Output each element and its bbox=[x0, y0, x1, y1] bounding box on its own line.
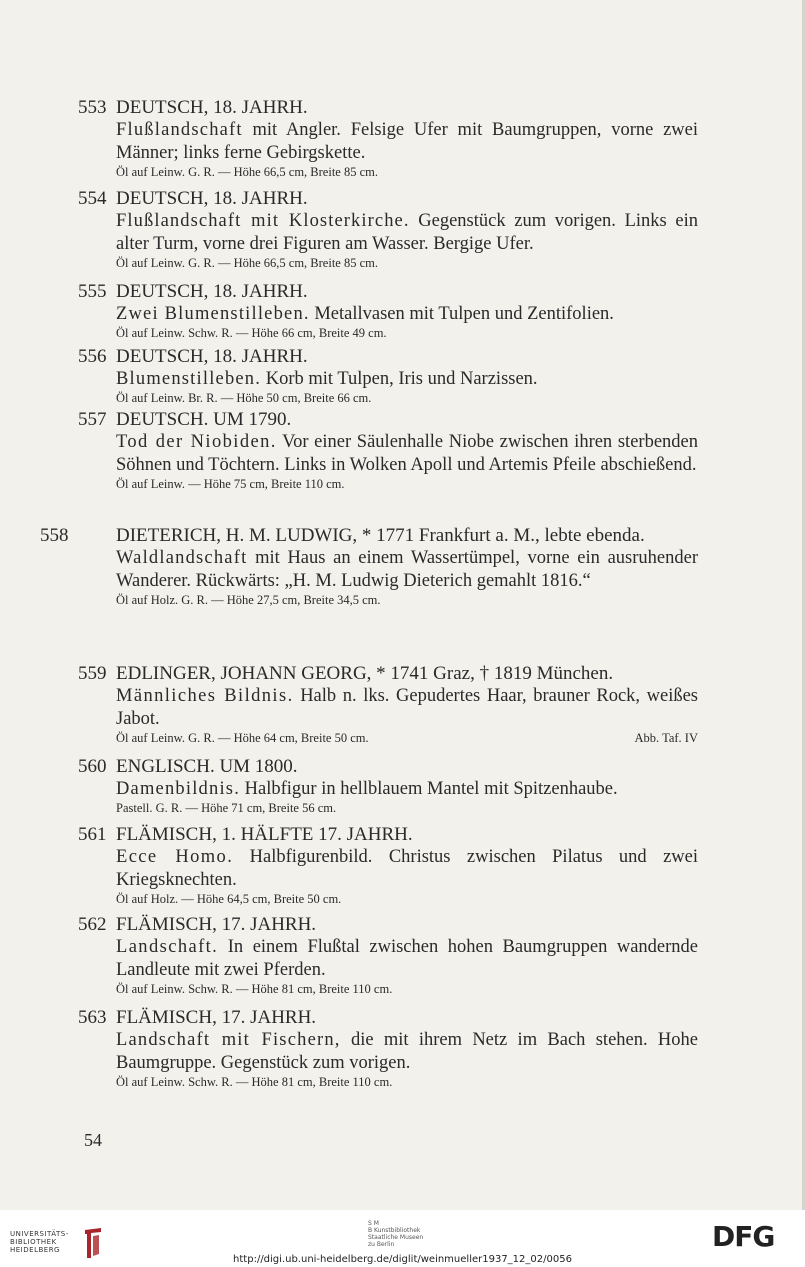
entry-meta bbox=[78, 801, 698, 816]
entry-artist: ENGLISCH. UM 1800. bbox=[116, 756, 298, 777]
page-number: 54 bbox=[84, 1130, 102, 1150]
entry-meta bbox=[78, 593, 698, 608]
entry-meta bbox=[78, 256, 698, 271]
entry-artist: DEUTSCH, 18. JAHRH. bbox=[116, 346, 308, 367]
entry-title: Landschaft. bbox=[116, 937, 219, 957]
entry-text: Halbfigurenbild. Christus zwischen Pilatus und zwei Kriegsknechten. bbox=[116, 847, 698, 890]
entry-title: Landschaft mit Fischern, bbox=[116, 1030, 341, 1050]
entry-medium: Öl auf Holz. G. R. — Höhe 27,5 cm, Breite 34,5 cm. bbox=[116, 593, 381, 607]
entry-meta bbox=[78, 391, 698, 406]
entry-title: Damenbildnis. bbox=[116, 779, 241, 799]
entry-heading bbox=[78, 823, 698, 846]
entry-number: 556 bbox=[78, 346, 107, 367]
entry-text: Vor einer Säulenhalle Niobe zwischen ihren sterbenden Söhnen und Töchtern. Links in Wolken Apoll und Artemis Pfeile abschießend. bbox=[116, 432, 698, 475]
entry-medium: Öl auf Leinw. — Höhe 75 cm, Breite 110 cm. bbox=[116, 477, 345, 491]
entry-number: 555 bbox=[78, 281, 107, 302]
catalog-entry bbox=[78, 408, 698, 492]
entry-number: 560 bbox=[78, 756, 107, 777]
entry-description bbox=[78, 1029, 698, 1075]
catalog-entry bbox=[78, 755, 698, 816]
entry-heading bbox=[78, 280, 698, 303]
entry-meta bbox=[78, 477, 698, 492]
entry-medium: Öl auf Leinw. Schw. R. — Höhe 81 cm, Breite 110 cm. bbox=[116, 1075, 393, 1089]
entry-heading bbox=[78, 345, 698, 368]
dfg-logo[interactable]: DFG bbox=[712, 1220, 775, 1253]
entry-medium: Öl auf Leinw. Schw. R. — Höhe 81 cm, Breite 110 cm. bbox=[116, 982, 393, 996]
entry-text: Halbfigur in hellblauem Mantel mit Spitzenhaube. bbox=[244, 779, 618, 799]
entry-description bbox=[78, 778, 698, 801]
catalog-entry bbox=[78, 1006, 698, 1090]
entry-reference: Abb. Taf. IV bbox=[634, 731, 698, 745]
entry-medium: Pastell. G. R. — Höhe 71 cm, Breite 56 cm. bbox=[116, 801, 337, 815]
entry-title: Tod der Niobiden. bbox=[116, 432, 277, 452]
entry-meta bbox=[78, 982, 698, 997]
entry-artist: FLÄMISCH, 17. JAHRH. bbox=[116, 1007, 317, 1028]
entry-description bbox=[78, 119, 698, 165]
entry-number: 562 bbox=[78, 914, 107, 935]
entry-title: Flußlandschaft mit Klosterkirche. bbox=[116, 211, 410, 231]
entry-artist: FLÄMISCH, 17. JAHRH. bbox=[116, 914, 317, 935]
entry-text: mit Angler. Felsige Ufer mit Baumgruppen, vorne zwei Männer; links ferne Gebirgskette. bbox=[116, 120, 698, 163]
entry-text: Metallvasen mit Tulpen und Zentifolien. bbox=[314, 304, 614, 324]
entry-number: 553 bbox=[78, 97, 107, 118]
entry-text: Gegenstück zum vorigen. Links ein alter Turm, vorne drei Figuren am Wasser. Bergige Ufer. bbox=[116, 211, 698, 254]
entry-artist: DEUTSCH. UM 1790. bbox=[116, 409, 292, 430]
entry-meta bbox=[78, 165, 698, 180]
library-name: UNIVERSITÄTS- BIBLIOTHEK HEIDELBERG bbox=[10, 1230, 69, 1254]
entry-description bbox=[78, 936, 698, 982]
entry-text: Korb mit Tulpen, Iris und Narzissen. bbox=[265, 369, 538, 389]
entry-medium: Öl auf Leinw. Schw. R. — Höhe 66 cm, Breite 49 cm. bbox=[116, 326, 387, 340]
entry-heading bbox=[78, 187, 698, 210]
entry-artist: DEUTSCH, 18. JAHRH. bbox=[116, 188, 308, 209]
entry-title: Männliches Bildnis. bbox=[116, 686, 294, 706]
entry-heading bbox=[78, 662, 698, 685]
entry-text: In einem Flußtal zwischen hohen Baumgruppen wandernde Landleute mit zwei Pferden. bbox=[116, 937, 699, 980]
entry-medium: Öl auf Leinw. G. R. — Höhe 66,5 cm, Breite 85 cm. bbox=[116, 165, 378, 179]
entry-heading bbox=[78, 913, 698, 936]
entry-description bbox=[78, 210, 698, 256]
museum-stamp: S M B Kunstbibliothek Staatliche Museen zu Berlin bbox=[368, 1220, 424, 1248]
entry-heading bbox=[78, 1006, 698, 1029]
entry-title: Waldlandschaft bbox=[116, 548, 248, 568]
entry-number: 558 bbox=[40, 525, 69, 546]
entry-meta bbox=[78, 326, 698, 341]
entry-heading bbox=[78, 408, 698, 431]
entry-medium: Öl auf Leinw. G. R. — Höhe 64 cm, Breite 50 cm. bbox=[116, 731, 369, 745]
entry-number: 559 bbox=[78, 663, 107, 684]
entry-meta bbox=[78, 892, 698, 907]
entry-description bbox=[78, 303, 698, 326]
entry-medium: Öl auf Leinw. Br. R. — Höhe 50 cm, Breite 66 cm. bbox=[116, 391, 372, 405]
catalog-entry bbox=[78, 280, 698, 341]
entry-artist: EDLINGER, JOHANN GEORG, * 1741 Graz, † 1819 München. bbox=[116, 663, 614, 684]
entry-description bbox=[78, 547, 698, 593]
permalink-url[interactable]: http://digi.ub.uni-heidelberg.de/diglit/weinmueller1937_12_02/0056 bbox=[233, 1254, 572, 1265]
entry-meta bbox=[78, 1075, 698, 1090]
entry-title: Ecce Homo. bbox=[116, 847, 234, 867]
entry-artist: FLÄMISCH, 1. HÄLFTE 17. JAHRH. bbox=[116, 824, 413, 845]
entry-number: 557 bbox=[78, 409, 107, 430]
catalog-entry bbox=[40, 524, 698, 608]
catalog-entry bbox=[78, 662, 698, 746]
catalog-entry bbox=[78, 913, 698, 997]
entry-heading bbox=[78, 755, 698, 778]
entry-meta bbox=[78, 731, 698, 746]
entry-title: Blumenstilleben. bbox=[116, 369, 262, 389]
entry-number: 563 bbox=[78, 1007, 107, 1028]
catalog-entry bbox=[78, 96, 698, 180]
entry-title: Flußlandschaft bbox=[116, 120, 243, 140]
entry-text: mit Haus an einem Wassertümpel, vorne ein ausruhender Wanderer. Rückwärts: „H. M. Ludwig Dieterich gemahlt 1816.“ bbox=[116, 548, 698, 591]
catalog-entry bbox=[78, 187, 698, 271]
catalog-entry bbox=[78, 345, 698, 406]
catalog-entry bbox=[78, 823, 698, 907]
entry-number: 561 bbox=[78, 824, 107, 845]
entry-artist: DEUTSCH, 18. JAHRH. bbox=[116, 281, 308, 302]
entry-description bbox=[78, 368, 698, 391]
viewer-footer bbox=[0, 1210, 805, 1267]
entry-description bbox=[78, 431, 698, 477]
entry-text: Halb n. lks. Gepudertes Haar, brauner Rock, weißes Jabot. bbox=[116, 686, 698, 729]
entry-medium: Öl auf Leinw. G. R. — Höhe 66,5 cm, Breite 85 cm. bbox=[116, 256, 378, 270]
entry-text: die mit ihrem Netz im Bach stehen. Hohe Baumgruppe. Gegenstück zum vorigen. bbox=[116, 1030, 698, 1073]
entry-heading bbox=[40, 524, 698, 547]
entry-medium: Öl auf Holz. — Höhe 64,5 cm, Breite 50 cm. bbox=[116, 892, 342, 906]
entry-title: Zwei Blumenstilleben. bbox=[116, 304, 310, 324]
entry-number: 554 bbox=[78, 188, 107, 209]
entry-artist: DIETERICH, H. M. LUDWIG, * 1771 Frankfurt a. M., lebte ebenda. bbox=[116, 525, 645, 546]
entry-description bbox=[78, 846, 698, 892]
entry-heading bbox=[78, 96, 698, 119]
entry-description bbox=[78, 685, 698, 731]
entry-artist: DEUTSCH, 18. JAHRH. bbox=[116, 97, 308, 118]
